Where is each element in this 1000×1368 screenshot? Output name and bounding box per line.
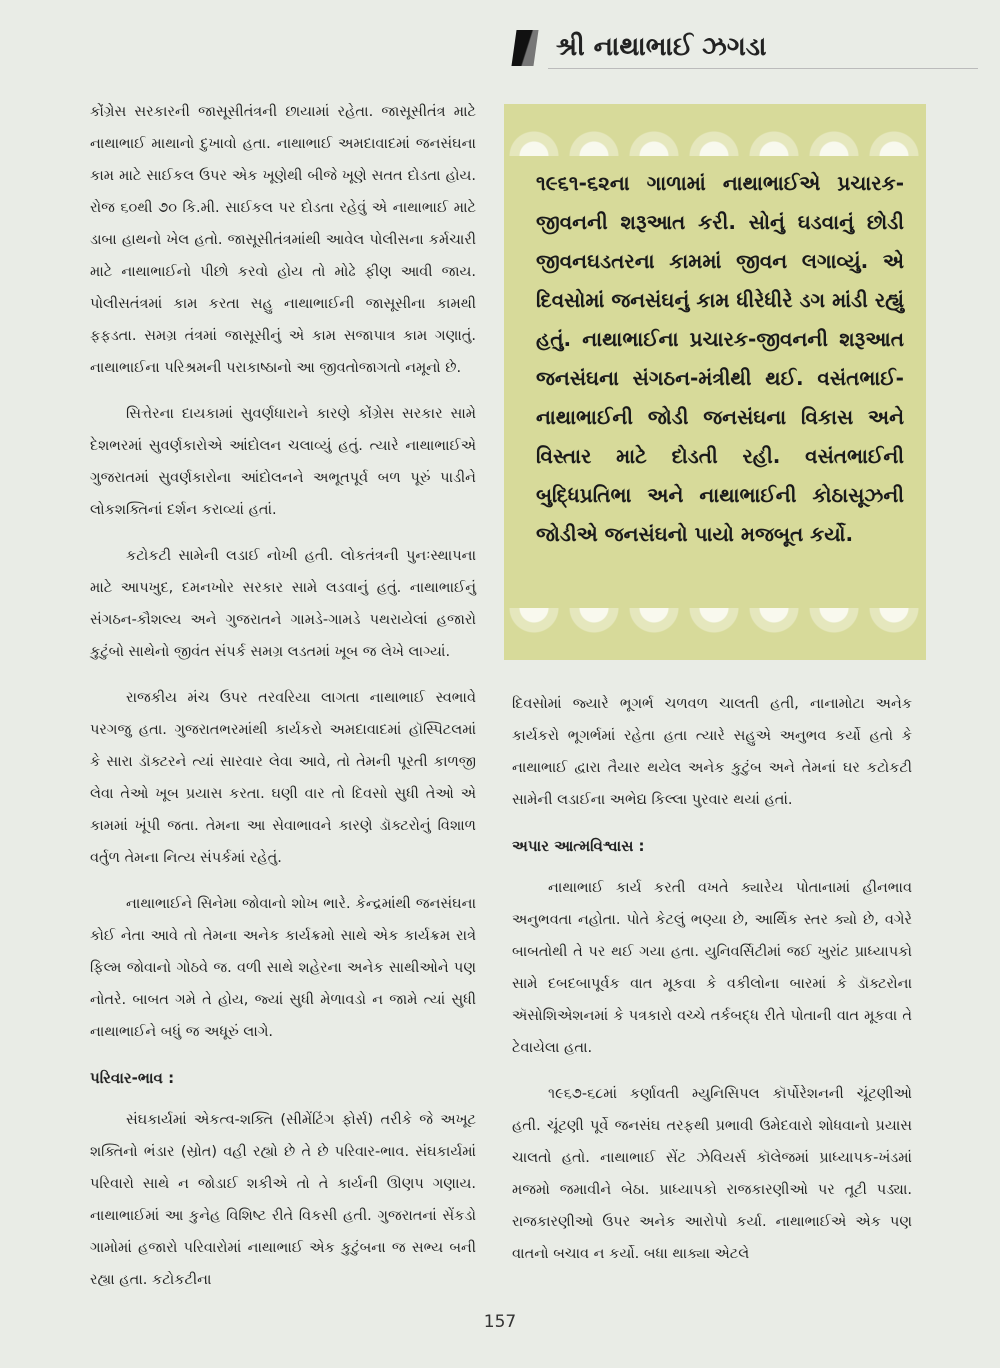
left-column (90, 96, 476, 1310)
page-header (508, 26, 978, 70)
right-column (512, 688, 912, 1284)
paragraph: દિવસોમાં જ્યારે ભૂગર્ભ ચળવળ ચાલતી હતી, નાનામોટા અનેક કાર્યકરો ભૂગર્ભમાં રહેતા હતા ત્યારે સહુએ અનુભવ કર્યો હતો કે નાથાભાઈ દ્વારા તૈયાર થયેલ અનેક કુટુંબ અને તેમનાં ઘર કટોકટી સામેની લડાઈના અભેદ્ય કિલ્લા પુરવાર થયાં હતાં. (512, 696, 912, 808)
quote-ornament-top (504, 104, 926, 156)
header-rule (548, 68, 978, 69)
paragraph: સંઘકાર્યમાં એકત્વ-શક્તિ (સીમેંટિંગ ફોર્સ) તરીકે જે અખૂટ શક્તિનો ભંડાર (સ્રોત) વહી રહ્યો છે તે છે પરિવાર-ભાવ. સંઘકાર્યમાં પરિવારો સાથે ન જોડાઈ શકીએ તો તે કાર્યની ઊણપ ગણાય. નાથાભાઈમાં આ કુનેહ વિશિષ્ટ રીતે વિકસી હતી. ગુજરાતનાં સેંકડો ગામોમાં હજારો પરિવારોમાં નાથાભાઈ એક કુટુંબના જ સભ્ય બની રહ્યા હતા. કટોકટીના (90, 1112, 476, 1288)
paragraph: ૧૯૬૭-૬૮માં કર્ણાવતી મ્યુનિસિપલ કૉર્પોરેશનની ચૂંટણીઓ હતી. ચૂંટણી પૂર્વે જનસંઘ તરફથી પ્રભાવી ઉમેદવારો શોધવાનો પ્રયાસ ચાલતો હતો. નાથાભાઈ સેંટ ઝેવિયર્સ કૉલેજમાં પ્રાધ્યાપક-ખંડમાં મજમો જમાવીને બેઠા. પ્રાધ્યાપકો રાજકારણીઓ પર તૂટી પડ્યા. રાજકારણીઓ ઉપર અનેક આરોપો કર્યા. નાથાભાઈએ એક પણ વાતનો બચાવ ન કર્યો. બધા થાક્યા એટલે (512, 1086, 912, 1262)
paragraph: કટોકટી સામેની લડાઈ નોખી હતી. લોકતંત્રની પુનઃસ્થાપના માટે આપખુદ, દમનખોર સરકાર સામે લડવાનું હતું. નાથાભાઈનું સંગઠન-કૌશલ્ય અને ગુજરાતને ગામડે-ગામડે પથરાયેલાં હજારો કુટુંબો સાથેનો જીવંત સંપર્ક સમગ્ર લડતમાં ખૂબ જ લેખે લાગ્યાં. (90, 548, 476, 660)
paragraph: નાથાભાઈને સિનેમા જોવાનો શોખ ભારે. કેન્દ્રમાંથી જનસંઘના કોઈ નેતા આવે તો તેમના અનેક કાર્યક્રમો સાથે એક કાર્યક્રમ રાત્રે ફિલ્મ જોવાનો ગોઠવે જ. વળી સાથે શહેરના અનેક સાથીઓને પણ નોતરે. બાબત ગમે તે હોય, જ્યાં સુધી મેળાવડો ન જામે ત્યાં સુધી નાથાભાઈને બધું જ અધૂરું લાગે. (90, 896, 476, 1040)
section-heading: પરિવાર-ભાવ : (90, 1069, 175, 1087)
page-number: 157 (483, 1312, 517, 1332)
header-accent-bar (511, 30, 538, 66)
section-heading: અપાર આત્મવિશ્વાસ : (512, 837, 645, 855)
pull-quote-box (504, 104, 926, 660)
paragraph: કોંગ્રેસ સરકારની જાસૂસીતંત્રની છાયામાં રહેતા. જાસૂસીતંત્ર માટે નાથાભાઈ માથાનો દુખાવો હતા. નાથાભાઈ અમદાવાદમાં જનસંઘના કામ માટે સાઈકલ ઉપર એક ખૂણેથી બીજે ખૂણે સતત દોડતા હોય. રોજ ૬૦થી ૭૦ કિ.મી. સાઈકલ પર દોડતા રહેવું એ નાથાભાઈ માટે ડાબા હાથનો ખેલ હતો. જાસૂસીતંત્રમાંથી આવેલ પોલીસના કર્મચારી માટે નાથાભાઈનો પીછો કરવો હોય તો મોઢે ફીણ આવી જાય. પોલીસતંત્રમાં કામ કરતા સહુ નાથાભાઈની જાસૂસીના કામથી ફફડતા. સમગ્ર તંત્રમાં જાસૂસીનું એ કામ સજાપાત્ર કામ ગણાતું. નાથાભાઈના પરિશ્રમની પરાકાષ્ઠાનો આ જીવતોજાગતો નમૂનો છે. (90, 104, 476, 376)
paragraph: નાથાભાઈ કાર્ય કરતી વખતે ક્યારેય પોતાનામાં હીનભાવ અનુભવતા નહોતા. પોતે કેટલું ભણ્યા છે, આર્થિક સ્તર ક્યો છે, વગેરે બાબતોથી તે પર થઈ ગયા હતા. યુનિવર્સિટીમાં જઈ ખુરાંટ પ્રાધ્યાપકો સામે દબદબાપૂર્વક વાત મૂકવા કે વકીલોના બારમાં કે ડૉક્ટરોના ઍસોશિએશનમાં કે પત્રકારો વચ્ચે તર્કબદ્ધ રીતે પોતાની વાત મૂકવા તે ટેવાયેલા હતા. (512, 880, 912, 1056)
header-title: શ્રી નાથાભાઈ ઝગડા (556, 32, 767, 62)
paragraph: સિત્તેરના દાયકામાં સુવર્ણધારાને કારણે કોંગ્રેસ સરકાર સામે દેશભરમાં સુવર્ણકારોએ આંદોલન ચલાવ્યું હતું. ત્યારે નાથાભાઈએ ગુજરાતમાં સુવર્ણકારોના આંદોલનને અભૂતપૂર્વ બળ પૂરું પાડીને લોકશક્તિનાં દર્શન કરાવ્યાં હતાં. (90, 406, 476, 518)
paragraph: રાજકીય મંચ ઉપર તરવરિયા લાગતા નાથાભાઈ સ્વભાવે પરગજુ હતા. ગુજરાતભરમાંથી કાર્યકરો અમદાવાદમાં હૉસ્પિટલમાં કે સારા ડૉક્ટરને ત્યાં સારવાર લેવા આવે, તો તેમની પૂરતી કાળજી લેવા તેઓ ખૂબ પ્રયાસ કરતા. ઘણી વાર તો દિવસો સુધી તેઓ એ કામમાં ખૂંપી જતા. તેમના આ સેવાભાવને કારણે ડૉક્ટરોનું વિશાળ વર્તુળ તેમના નિત્ય સંપર્કમાં રહેતું. (90, 690, 476, 866)
quote-ornament-bottom (504, 608, 926, 660)
pull-quote-text: ૧૯૬૧-૬૨ના ગાળામાં નાથાભાઈએ પ્રચારક-જીવનની શરૂઆત કરી. સોનું ઘડવાનું છોડી જીવનઘડતરના કામમાં જીવન લગાવ્યું. એ દિવસોમાં જનસંઘનું કામ ધીરેધીરે ડગ માંડી રહ્યું હતું. નાથાભાઈના પ્રચારક-જીવનની શરૂઆત જનસંઘના સંગઠન-મંત્રીથી થઈ. વસંતભાઈ-નાથાભાઈની જોડી જનસંઘના વિકાસ અને વિસ્તાર માટે દોડતી રહી. વસંતભાઈની બુદ્ધિપ્રતિભા અને નાથાભાઈની કોઠાસૂઝની જોડીએ જનસંઘનો પાયો મજબૂત કર્યો. (536, 171, 904, 546)
